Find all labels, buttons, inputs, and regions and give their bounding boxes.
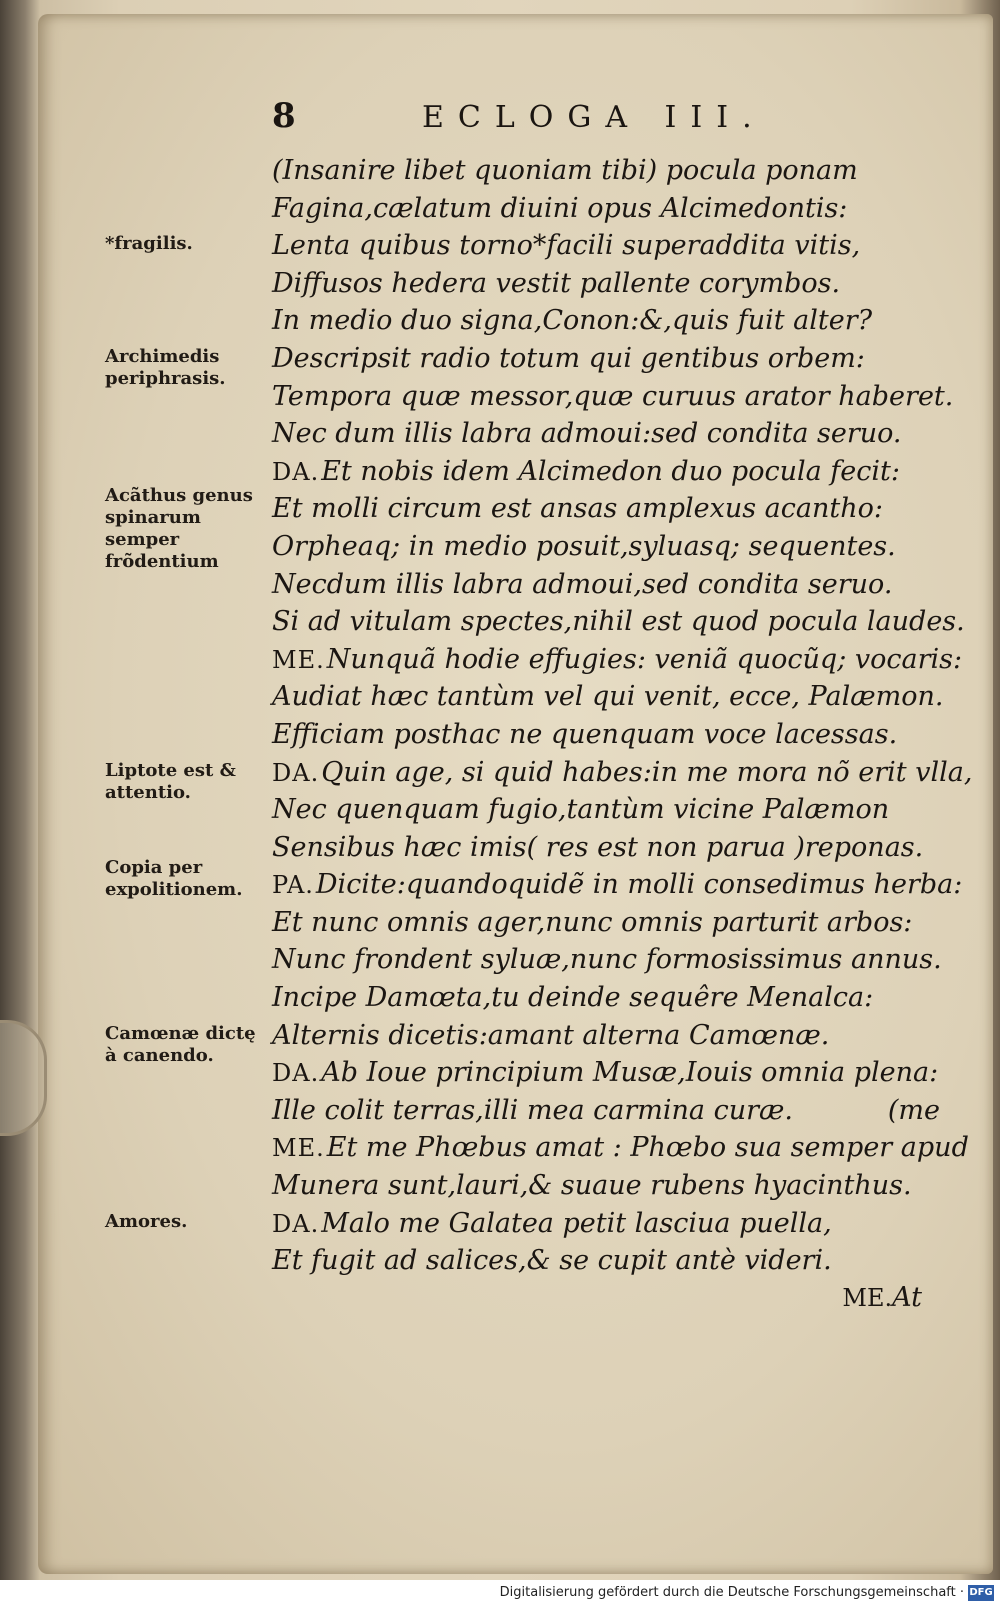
margin-note: Liptote est & attentio. [105,759,236,803]
verse-line-text: In medio duo signa,Conon:&,quis fuit alter? [272,305,873,337]
verse-line-text: Munera sunt,lauri,& suaue rubens hyacinthus. [272,1170,912,1202]
verse-line [272,1129,969,1167]
verse-line-text: Ille colit terras,illi mea carmina curæ. [272,1094,793,1126]
verse-line-text: Ab Ioue principium Musæ,Iouis omnia plena: [321,1057,939,1089]
verse-line-text: Nunquã hodie effugies: veniã quocũq; vocaris: [326,643,963,675]
verse-line-text: Fagina,cælatum diuini opus Alcimedontis: [272,192,848,224]
verse-line [272,904,952,942]
margin-note: Camœnæ dictę à canendo. [105,1022,256,1066]
verse-line-text: (Insanire libet quoniam tibi) pocula ponam [272,155,858,186]
margin-note: Acãthus genus spinarum semper frõdentium [105,485,253,573]
verse-line-text: Audiat hæc tantùm vel qui venit, ecce, Palæmon. [272,681,944,713]
turnover-fragment: (me [887,1094,940,1126]
verse-line [272,1205,952,1243]
speaker-label: ME. [272,1134,325,1163]
verse-line [272,227,952,265]
verse-line-text: Nec quenquam fugio,tantùm vicine Palæmon [272,794,890,826]
verse-line-text: Et fugit ad salices,& se cupit antè videri. [272,1245,832,1277]
verse-line-text: Descripsit radio totum qui gentibus orbem: [272,342,865,374]
verse-line-text: Nec dum illis labra admoui:sed condita seruo. [272,418,902,450]
catchword [842,1282,922,1313]
verse-line [272,1167,952,1205]
verse-line [272,453,952,491]
verse-line-text: Incipe Damœta,tu deinde sequêre Menalca: [272,982,874,1014]
margin-note: Archimedis periphrasis. [105,346,226,389]
page-header [272,96,932,142]
footer-credit: Digitalisierung gefördert durch die Deutsche Forschungsgemeinschaft · [499,1585,964,1600]
speaker-label: ME. [272,645,325,674]
verse-line [272,378,952,416]
margin-note: Amores. [105,1210,188,1232]
verse-line [272,829,952,867]
verse-line [272,190,952,228]
catchword-word: At [892,1282,922,1313]
verse-line [272,490,952,528]
verse-line [272,302,952,340]
verse-line [272,1092,952,1130]
verse-line-text: Et molli circum est ansas amplexus acantho: [272,493,883,525]
verse-line [272,265,952,303]
verse-line-text: Si ad vitulam spectes,nihil est quod pocula laudes. [272,606,965,638]
verse-line [272,415,952,453]
verse-line [272,340,952,378]
verse-line [272,566,952,604]
margin-note: *fragilis. [105,233,193,255]
verse-line [272,1017,952,1055]
verse-line-text: Malo me Galatea petit lasciua puella, [321,1207,832,1239]
verse-line [272,1242,952,1280]
verse-line-text: Orpheaq; in medio posuit,syluasq; sequentes. [272,530,896,562]
verse-line-text: Tempora quæ messor,quæ curuus arator haberet. [272,380,954,412]
verse-line-text: Dicite:quandoquidẽ in molli consedimus herba: [315,869,963,901]
verse-line-text: Diffusos hedera vestit pallente corymbos. [272,267,841,299]
verse-line [272,866,963,904]
verse-line-text: Sensibus hæc imis( res est non parua )reponas. [272,831,924,863]
speaker-label: DA. [272,758,320,787]
verse-line [272,641,963,679]
verse-line [272,528,952,566]
verse-line [272,152,952,190]
verse-line-text: Alternis dicetis:amant alterna Camœnæ. [272,1019,830,1051]
verse-line-text: Quin age, si quid habes:in me mora nõ erit vlla, [321,756,973,788]
verse-line [272,716,952,754]
verse-line [272,603,965,641]
verse-line [272,979,952,1017]
page-number: 8 [272,96,296,136]
running-head: ECLOGA III. [422,100,766,135]
speaker-label: DA. [272,1059,320,1088]
verse-line [272,791,952,829]
verse-line-text: Et me Phœbus amat : Phœbo sua semper apud [326,1132,969,1164]
verse-line [272,754,973,792]
speaker-label: PA. [272,871,314,900]
verse-line-text: Nunc frondent syluæ,nunc formosissimus annus. [272,944,942,976]
digitization-footer [0,1580,1000,1607]
verse-line-text: Et nunc omnis ager,nunc omnis parturit arbos: [272,906,913,938]
verse-line-text: Lenta quibus torno*facili superaddita vitis, [272,230,861,262]
book-clasp [0,1020,47,1136]
verse-line-text: Efficiam posthac ne quenquam voce lacessas. [272,718,898,750]
speaker-label: DA. [272,1209,320,1238]
verse-line-text: Et nobis idem Alcimedon duo pocula fecit: [321,455,900,487]
verse-text [272,152,973,1280]
dfg-logo-icon: DFG [968,1585,994,1601]
verse-line [272,941,952,979]
verse-line-text: Necdum illis labra admoui,sed condita seruo. [272,568,893,600]
margin-note: Copia per expolitionem. [105,857,243,901]
speaker-label: DA. [272,457,320,486]
catchword-speaker: ME. [842,1284,893,1312]
verse-line [272,678,952,716]
verse-line [272,1054,952,1092]
